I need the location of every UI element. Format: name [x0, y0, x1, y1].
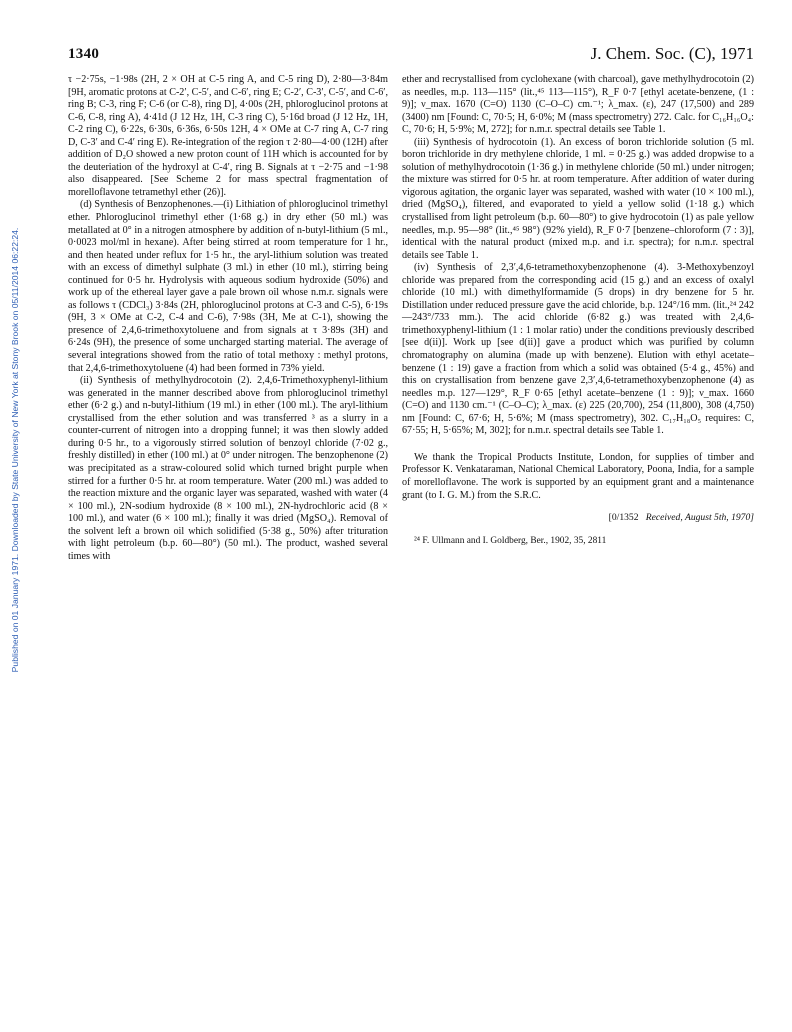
received-line: [402, 512, 754, 525]
acknowledgement-paragraph: We thank the Tropical Products Institute, London, for supplies of timber and Professor K. Venkataraman, National Chemical Laboratory, Poona, India, for a sample of morelloflavone. The work is supported by an equipment grant and a maintenance grant (to I. G. M.) from the S.R.C.: [402, 451, 754, 501]
right-column: [402, 74, 754, 547]
nmr-paragraph: τ −2·75s, −1·98s (2H, 2 × OH at C-5 ring A, and C-5 ring D), 2·80—3·84m [9H, aromatic protons at C-2′, C-5′, and C-6′, ring E; C-2′, C-3′, C-5′, and C-6′, ring B; C-3, ring F; C-6 (or C-8), ring D], 4·00s (2H, phloroglucinol protons at C-6, C-8, ring A), 4·41d (J 12 Hz, 1H, C-3 ring C), 5·16d broad (J 12 Hz, 1H, C-2 ring C), 6·22s, 6·30s, 6·36s, 6·50s 12H, 4 × OMe at C-7 ring A, C-7 ring D, C-3′ and C-4′ ring E). Re-integration of the region τ 2·80—4·00 (12H) after addition of D₂O showed a new proton count of 11H which is accounted for by the deuteriation of the hydroxyl at C-4′, ring B. Signals at τ −2·75 and −1·98 also disappeared. [See Scheme 2 for mass spectral fragmentation of morelloflavone tetramethyl ether (26)].: [68, 74, 388, 198]
received-date: Received, August 5th, 1970]: [645, 512, 754, 524]
footnote: ²⁴ F. Ullmann and I. Goldberg, Ber., 1902, 35, 2811: [414, 535, 607, 546]
page-number: 1340: [68, 46, 100, 62]
methylhydrocotoin-continued-paragraph: ether and recrystallised from cyclohexane (with charcoal), gave methylhydrocotoin (2) as needles, m.p. 113—115° (lit.,⁴⁵ 113—115°), R_F 0·7 [ethyl acetate-benzene, (1 : 9)]; ν_max. 1670 (C=O) 1130 (C–O–C) cm.⁻¹; λ_max. (ε), 247 (17,500) and 289 (3400) nm [Found: C, 70·5; H, 6·0%; M (mass spectrometry) 272. Calc. for C₁₆H₁₆O₄: C, 70·6; H, 5·9%; M, 272]; for n.m.r. spectral details see Table 1.: [402, 74, 754, 136]
manuscript-ref: [0/1352: [608, 512, 639, 524]
tetramethoxybenzophenone-paragraph: (iv) Synthesis of 2,3′,4,6-tetramethoxybenzophenone (4). 3-Methoxybenzoyl chloride was prepared from the corresponding acid (15 g.) and an excess of oxalyl chloride (10 ml.) with dimethylformamide (5 drops) in dry benzene for 5 hr. Distillation under reduced pressure gave the acid chloride, b.p. 124°/16 mm. (lit.,²⁴ 242—243°/733 mm.). The acid chloride (6·82 g.) was treated with 2,4,6-trimethoxyphenyl-lithium (1 : 1 molar ratio) under the conditions previously described [see d(ii)]. Work up [see d(ii)] gave a product which was purified by column chromatography on alumina (made up with benzene). Elution with ethyl acetate–benzene (1 : 19) gave a fraction from which a solid was obtained (5·4 g., 45%) and this on crystallisation from benzene gave 2,3′,4,6-tetramethoxybenzophenone (4) as needles m.p. 127—129°, R_F 0·65 [ethyl acetate–benzene (1 : 9)]; ν_max. 1660 (C=O) and 1130 cm.⁻¹ (C–O–C); λ_max. (ε) 225 (20,700), 254 (11,800), 308 (4,750) nm [Found: C, 67·6; H, 5·6%; M (mass spectrometry), 302. C₁₇H₁₈O₅ requires: C, 67·55; H, 5·65%; M, 302]; for n.m.r. spectral details see Table 1.: [402, 262, 754, 437]
methylhydrocotoin-paragraph: (ii) Synthesis of methylhydrocotoin (2). 2,4,6-Trimethoxyphenyl-lithium was generated in the manner described above from phloroglucinol trimethyl ether (6·2 g.) and n-butyl-lithium (19 ml.) in ether (100 ml.). The aryl-lithium crystallised from the ether solution and was transferred ³ as a slurry in a counter-current of nitrogen into a dropping funnel; it was then slowly added during 0·5 hr., to a vigorously stirred solution of benzoyl chloride (7·02 g., freshly distilled) in ether (100 ml.) at 0° under nitrogen. The benzophenone (2) was precipitated as a straw-coloured solid which turned bright purple when stirred for a further 0·5 hr. at room temperature. Water (200 ml.) was added to the reaction mixture and the organic layer was separated, washed with water (4 × 100 ml.), 2N-sodium hydroxide (8 × 100 ml.), 2N-hydrochloric acid (8 × 100 ml.), and water (6 × 100 ml.); finally it was dried (MgSO₄). Removal of the solvent left a brown oil which solidified (5·38 g., 50%) after trituration with light petroleum (b.p. 60—80°) (50 ml.). The product, washed several times with: [68, 375, 388, 562]
left-column: [68, 74, 388, 563]
journal-header: J. Chem. Soc. (C), 1971: [590, 44, 754, 63]
side-stamp: [4, 220, 26, 680]
download-stamp-text: Published on 01 January 1971. Downloaded by State University of New York at Stony Brook on 05/11/2014 06:22:24.: [10, 227, 20, 673]
hydrocotoin-paragraph: (iii) Synthesis of hydrocotoin (1). An excess of boron trichloride solution (5 ml. boron trichloride in dry methylene chloride, 1 ml. = 0·25 g.) was added dropwise to a solution of methylhydrocotoin (1·36 g.) in methylene chloride (50 ml.) under nitrogen; the mixture was stirred for 0·5 hr. at room temperature. After addition of water during vigorous agitation, the organic layer was separated, washed with water (10 × 100 ml.), dried (MgSO₄), filtered, and evaporated to yield a yellow solid (1·18 g.) which crystallised from light petroleum (b.p. 60—80°) to give hydrocotoin (1) as pale yellow needles, m.p. 95—98° (lit.,⁴⁵ 98°) (92% yield), R_F 0·7 [benzene–chloroform (7 : 3)], identical with the natural product (mixed m.p. and i.r. spectra); for n.m.r. spectral details see Table 1.: [402, 136, 754, 261]
lithiation-paragraph: (d) Synthesis of Benzophenones.—(i) Lithiation of phloroglucinol trimethyl ether. Phloroglucinol trimethyl ether (1·68 g.) in dry ether (50 ml.) was metallated at 0° in a nitrogen atmosphere by addition of n-butyl-lithium (5 ml., 0·0023 mol/ml in hexane). After being stirred at room temperature for 1 hr., and then heated under reflux for 1·5 hr., the aryl-lithium solution was treated with an excess of dimethyl sulphate (3 ml.) in ether (10 ml.), stirring being continued for 0·5 hr. Hydrolysis with aqueous sodium hydroxide (50%) and work up of the ethereal layer gave a pale brown oil whose n.m.r. signals were as follows τ (CDCl₃) 3·84s (2H, phloroglucinol protons at C-3 and C-5), 6·19s (9H, 3 × OMe at C-2, C-4 and C-6), 7·98s (3H, Me at C-1), showing the presence of 2,4,6-trimethoxytoluene and from signals at τ 3·89s (3H) and 6·24s (9H), the presence of some uncharged starting material. The average of several integrations showed from the ratio of total methoxy : methyl protons, that 2,4,6-trimethoxytoluene (4) had been formed in 73% yield.: [68, 199, 388, 374]
